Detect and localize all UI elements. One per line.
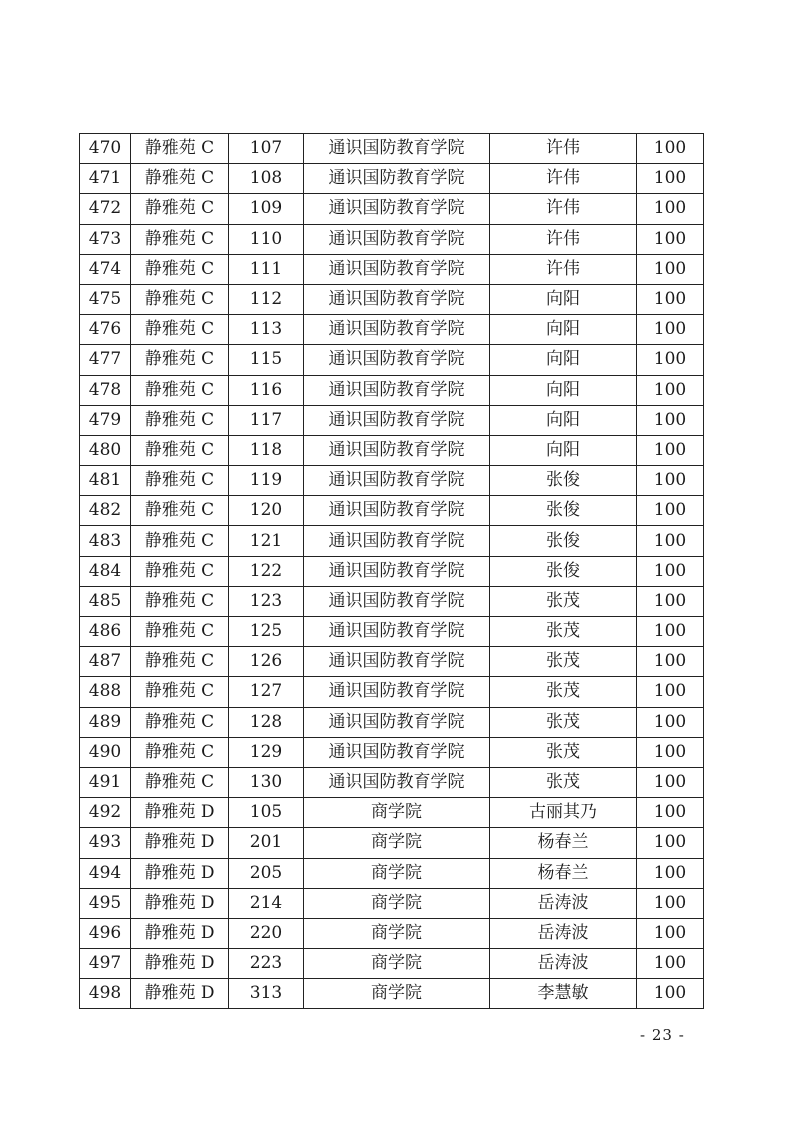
score-cell: 100 xyxy=(637,858,704,888)
building-cell: 静雅苑 C xyxy=(131,647,229,677)
building-cell: 静雅苑 C xyxy=(131,375,229,405)
building-cell: 静雅苑 C xyxy=(131,405,229,435)
row-number-cell: 490 xyxy=(80,737,131,767)
score-cell: 100 xyxy=(637,284,704,314)
college-cell: 通识国防教育学院 xyxy=(304,134,490,164)
room-cell: 108 xyxy=(229,164,304,194)
row-number-cell: 498 xyxy=(80,979,131,1009)
table-row xyxy=(80,345,704,375)
row-number-cell: 491 xyxy=(80,767,131,797)
counselor-cell: 张茂 xyxy=(490,707,637,737)
score-cell: 100 xyxy=(637,375,704,405)
counselor-cell: 杨春兰 xyxy=(490,858,637,888)
counselor-cell: 许伟 xyxy=(490,164,637,194)
building-cell: 静雅苑 C xyxy=(131,767,229,797)
counselor-cell: 张俊 xyxy=(490,496,637,526)
row-number-cell: 486 xyxy=(80,617,131,647)
building-cell: 静雅苑 C xyxy=(131,496,229,526)
room-cell: 111 xyxy=(229,254,304,284)
counselor-cell: 古丽其乃 xyxy=(490,798,637,828)
room-cell: 129 xyxy=(229,737,304,767)
score-cell: 100 xyxy=(637,949,704,979)
counselor-cell: 张茂 xyxy=(490,767,637,797)
score-cell: 100 xyxy=(637,979,704,1009)
counselor-cell: 许伟 xyxy=(490,254,637,284)
counselor-cell: 许伟 xyxy=(490,194,637,224)
counselor-cell: 许伟 xyxy=(490,224,637,254)
score-cell: 100 xyxy=(637,435,704,465)
building-cell: 静雅苑 C xyxy=(131,134,229,164)
building-cell: 静雅苑 C xyxy=(131,556,229,586)
college-cell: 通识国防教育学院 xyxy=(304,647,490,677)
college-cell: 通识国防教育学院 xyxy=(304,405,490,435)
building-cell: 静雅苑 C xyxy=(131,435,229,465)
college-cell: 通识国防教育学院 xyxy=(304,677,490,707)
building-cell: 静雅苑 C xyxy=(131,617,229,647)
college-cell: 通识国防教育学院 xyxy=(304,194,490,224)
counselor-cell: 向阳 xyxy=(490,284,637,314)
college-cell: 通识国防教育学院 xyxy=(304,466,490,496)
row-number-cell: 489 xyxy=(80,707,131,737)
college-cell: 商学院 xyxy=(304,858,490,888)
counselor-cell: 许伟 xyxy=(490,134,637,164)
college-cell: 通识国防教育学院 xyxy=(304,707,490,737)
score-cell: 100 xyxy=(637,828,704,858)
room-cell: 116 xyxy=(229,375,304,405)
table-row xyxy=(80,134,704,164)
row-number-cell: 478 xyxy=(80,375,131,405)
row-number-cell: 472 xyxy=(80,194,131,224)
table-row xyxy=(80,888,704,918)
dormitory-table xyxy=(79,133,704,1009)
room-cell: 128 xyxy=(229,707,304,737)
room-cell: 112 xyxy=(229,284,304,314)
table-row xyxy=(80,194,704,224)
score-cell: 100 xyxy=(637,526,704,556)
room-cell: 110 xyxy=(229,224,304,254)
building-cell: 静雅苑 D xyxy=(131,888,229,918)
score-cell: 100 xyxy=(637,164,704,194)
counselor-cell: 向阳 xyxy=(490,405,637,435)
score-cell: 100 xyxy=(637,134,704,164)
room-cell: 205 xyxy=(229,858,304,888)
table-row xyxy=(80,375,704,405)
row-number-cell: 493 xyxy=(80,828,131,858)
building-cell: 静雅苑 C xyxy=(131,284,229,314)
building-cell: 静雅苑 D xyxy=(131,949,229,979)
counselor-cell: 岳涛波 xyxy=(490,888,637,918)
room-cell: 220 xyxy=(229,918,304,948)
building-cell: 静雅苑 D xyxy=(131,828,229,858)
table-row xyxy=(80,949,704,979)
room-cell: 127 xyxy=(229,677,304,707)
counselor-cell: 向阳 xyxy=(490,435,637,465)
page-number: - 23 - xyxy=(640,1026,685,1044)
row-number-cell: 483 xyxy=(80,526,131,556)
room-cell: 109 xyxy=(229,194,304,224)
row-number-cell: 471 xyxy=(80,164,131,194)
room-cell: 313 xyxy=(229,979,304,1009)
counselor-cell: 张茂 xyxy=(490,617,637,647)
college-cell: 通识国防教育学院 xyxy=(304,526,490,556)
table-row xyxy=(80,526,704,556)
row-number-cell: 488 xyxy=(80,677,131,707)
college-cell: 商学院 xyxy=(304,979,490,1009)
college-cell: 通识国防教育学院 xyxy=(304,224,490,254)
college-cell: 商学院 xyxy=(304,888,490,918)
row-number-cell: 479 xyxy=(80,405,131,435)
college-cell: 通识国防教育学院 xyxy=(304,556,490,586)
score-cell: 100 xyxy=(637,496,704,526)
room-cell: 107 xyxy=(229,134,304,164)
row-number-cell: 495 xyxy=(80,888,131,918)
college-cell: 通识国防教育学院 xyxy=(304,254,490,284)
building-cell: 静雅苑 C xyxy=(131,315,229,345)
building-cell: 静雅苑 D xyxy=(131,918,229,948)
building-cell: 静雅苑 C xyxy=(131,707,229,737)
table-row xyxy=(80,556,704,586)
building-cell: 静雅苑 C xyxy=(131,466,229,496)
score-cell: 100 xyxy=(637,345,704,375)
counselor-cell: 岳涛波 xyxy=(490,949,637,979)
table-row xyxy=(80,707,704,737)
college-cell: 通识国防教育学院 xyxy=(304,496,490,526)
building-cell: 静雅苑 C xyxy=(131,677,229,707)
row-number-cell: 487 xyxy=(80,647,131,677)
building-cell: 静雅苑 D xyxy=(131,979,229,1009)
college-cell: 通识国防教育学院 xyxy=(304,435,490,465)
room-cell: 113 xyxy=(229,315,304,345)
table-row xyxy=(80,586,704,616)
score-cell: 100 xyxy=(637,254,704,284)
table-row xyxy=(80,798,704,828)
room-cell: 201 xyxy=(229,828,304,858)
row-number-cell: 481 xyxy=(80,466,131,496)
row-number-cell: 484 xyxy=(80,556,131,586)
room-cell: 118 xyxy=(229,435,304,465)
counselor-cell: 张俊 xyxy=(490,556,637,586)
row-number-cell: 476 xyxy=(80,315,131,345)
table-row xyxy=(80,677,704,707)
room-cell: 121 xyxy=(229,526,304,556)
table-row xyxy=(80,496,704,526)
college-cell: 通识国防教育学院 xyxy=(304,767,490,797)
college-cell: 商学院 xyxy=(304,918,490,948)
counselor-cell: 张俊 xyxy=(490,526,637,556)
counselor-cell: 向阳 xyxy=(490,375,637,405)
college-cell: 商学院 xyxy=(304,828,490,858)
row-number-cell: 474 xyxy=(80,254,131,284)
counselor-cell: 杨春兰 xyxy=(490,828,637,858)
row-number-cell: 470 xyxy=(80,134,131,164)
row-number-cell: 480 xyxy=(80,435,131,465)
score-cell: 100 xyxy=(637,617,704,647)
table-row xyxy=(80,737,704,767)
counselor-cell: 李慧敏 xyxy=(490,979,637,1009)
score-cell: 100 xyxy=(637,918,704,948)
score-cell: 100 xyxy=(637,466,704,496)
counselor-cell: 向阳 xyxy=(490,315,637,345)
table-row xyxy=(80,647,704,677)
counselor-cell: 张茂 xyxy=(490,737,637,767)
building-cell: 静雅苑 D xyxy=(131,798,229,828)
building-cell: 静雅苑 C xyxy=(131,586,229,616)
table-row xyxy=(80,617,704,647)
room-cell: 223 xyxy=(229,949,304,979)
table-row xyxy=(80,858,704,888)
score-cell: 100 xyxy=(637,556,704,586)
building-cell: 静雅苑 C xyxy=(131,526,229,556)
college-cell: 通识国防教育学院 xyxy=(304,617,490,647)
row-number-cell: 492 xyxy=(80,798,131,828)
table-row xyxy=(80,979,704,1009)
room-cell: 119 xyxy=(229,466,304,496)
table-row xyxy=(80,315,704,345)
room-cell: 125 xyxy=(229,617,304,647)
row-number-cell: 496 xyxy=(80,918,131,948)
college-cell: 通识国防教育学院 xyxy=(304,345,490,375)
row-number-cell: 475 xyxy=(80,284,131,314)
building-cell: 静雅苑 C xyxy=(131,224,229,254)
building-cell: 静雅苑 C xyxy=(131,164,229,194)
table-row xyxy=(80,435,704,465)
score-cell: 100 xyxy=(637,767,704,797)
score-cell: 100 xyxy=(637,798,704,828)
college-cell: 通识国防教育学院 xyxy=(304,375,490,405)
table-row xyxy=(80,164,704,194)
counselor-cell: 岳涛波 xyxy=(490,918,637,948)
table-body xyxy=(80,134,704,1009)
table-row xyxy=(80,224,704,254)
building-cell: 静雅苑 C xyxy=(131,194,229,224)
college-cell: 通识国防教育学院 xyxy=(304,164,490,194)
college-cell: 通识国防教育学院 xyxy=(304,284,490,314)
row-number-cell: 485 xyxy=(80,586,131,616)
room-cell: 117 xyxy=(229,405,304,435)
table-row xyxy=(80,254,704,284)
counselor-cell: 张俊 xyxy=(490,466,637,496)
room-cell: 122 xyxy=(229,556,304,586)
row-number-cell: 494 xyxy=(80,858,131,888)
building-cell: 静雅苑 C xyxy=(131,254,229,284)
score-cell: 100 xyxy=(637,707,704,737)
row-number-cell: 473 xyxy=(80,224,131,254)
room-cell: 115 xyxy=(229,345,304,375)
table-row xyxy=(80,918,704,948)
score-cell: 100 xyxy=(637,888,704,918)
college-cell: 通识国防教育学院 xyxy=(304,737,490,767)
score-cell: 100 xyxy=(637,224,704,254)
table-row xyxy=(80,466,704,496)
room-cell: 123 xyxy=(229,586,304,616)
room-cell: 105 xyxy=(229,798,304,828)
score-cell: 100 xyxy=(637,647,704,677)
row-number-cell: 482 xyxy=(80,496,131,526)
table-row xyxy=(80,767,704,797)
row-number-cell: 497 xyxy=(80,949,131,979)
room-cell: 130 xyxy=(229,767,304,797)
score-cell: 100 xyxy=(637,315,704,345)
college-cell: 商学院 xyxy=(304,949,490,979)
table-row xyxy=(80,828,704,858)
college-cell: 通识国防教育学院 xyxy=(304,586,490,616)
counselor-cell: 张茂 xyxy=(490,677,637,707)
table-row xyxy=(80,405,704,435)
college-cell: 通识国防教育学院 xyxy=(304,315,490,345)
counselor-cell: 张茂 xyxy=(490,586,637,616)
row-number-cell: 477 xyxy=(80,345,131,375)
room-cell: 120 xyxy=(229,496,304,526)
building-cell: 静雅苑 C xyxy=(131,737,229,767)
score-cell: 100 xyxy=(637,194,704,224)
building-cell: 静雅苑 C xyxy=(131,345,229,375)
score-cell: 100 xyxy=(637,405,704,435)
counselor-cell: 向阳 xyxy=(490,345,637,375)
score-cell: 100 xyxy=(637,737,704,767)
room-cell: 126 xyxy=(229,647,304,677)
college-cell: 商学院 xyxy=(304,798,490,828)
counselor-cell: 张茂 xyxy=(490,647,637,677)
room-cell: 214 xyxy=(229,888,304,918)
score-cell: 100 xyxy=(637,677,704,707)
score-cell: 100 xyxy=(637,586,704,616)
building-cell: 静雅苑 D xyxy=(131,858,229,888)
table-row xyxy=(80,284,704,314)
